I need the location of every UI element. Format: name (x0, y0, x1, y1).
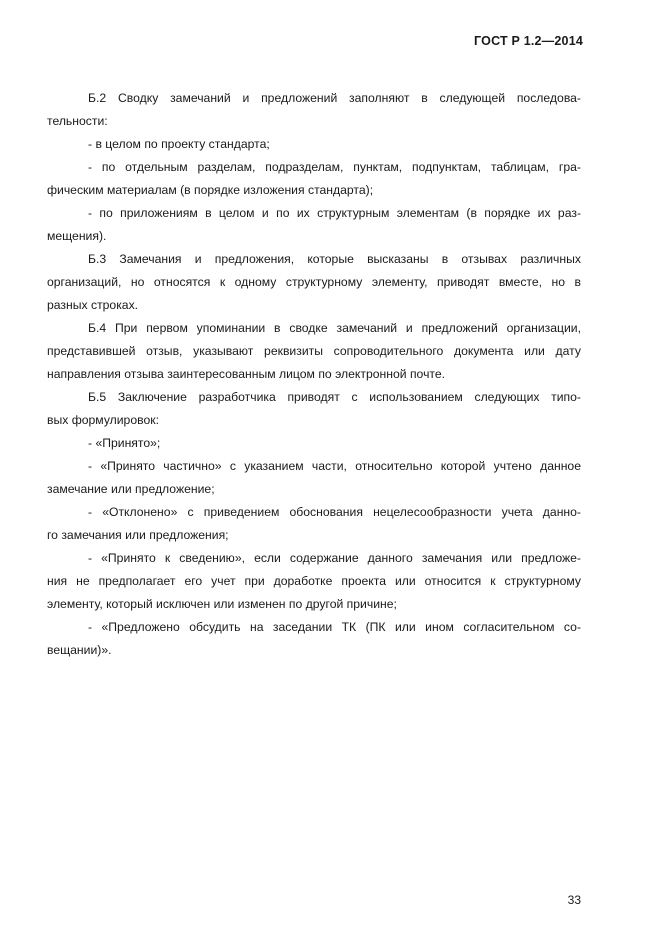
text-line: мещения). (47, 229, 107, 243)
text-line: - «Принято»; (88, 436, 161, 450)
text-line: разных строках. (47, 298, 139, 312)
text-line: Б.5 Заключение разработчика приводят с использованием следующих типо- (88, 390, 581, 404)
text-line: тельности: (47, 114, 108, 128)
document-body (47, 87, 581, 662)
text-line: ния не предполагает его учет при доработке проекта или относится к структурному (47, 574, 581, 588)
text-line: замечание или предложение; (47, 482, 215, 496)
text-line: представившей отзыв, указывают реквизиты сопроводительного документа или дату (47, 344, 581, 358)
text-line: - «Отклонено» с приведением обоснования нецелесообразности учета данно- (88, 505, 581, 519)
text-line: - «Принято к сведению», если содержание данного замечания или предложе- (88, 551, 581, 565)
text-line: вещании)». (47, 643, 112, 657)
text-line: Б.3 Замечания и предложения, которые высказаны в отзывах различных (88, 252, 581, 266)
text-line: Б.2 Сводку замечаний и предложений заполняют в следующей последова- (88, 91, 581, 105)
text-line: вых формулировок: (47, 413, 159, 427)
text-line: направления отзыва заинтересованным лицом по электронной почте. (47, 367, 446, 381)
text-line: Б.4 При первом упоминании в сводке замечаний и предложений организации, (88, 321, 581, 335)
page-number: 33 (567, 893, 581, 907)
text-line: - по отдельным разделам, подразделам, пунктам, подпунктам, таблицам, гра- (88, 160, 581, 174)
text-line: - по приложениям в целом и по их структурным элементам (в порядке их раз- (88, 206, 581, 220)
text-line: фическим материалам (в порядке изложения стандарта); (47, 183, 374, 197)
text-line: го замечания или предложения; (47, 528, 229, 542)
text-line: организаций, но относятся к одному структурному элементу, приводят вместе, но в (47, 275, 581, 289)
document-number-header: ГОСТ Р 1.2—2014 (474, 34, 583, 48)
text-line: - «Принято частично» с указанием части, относительно которой учтено данное (88, 459, 581, 473)
text-line: - в целом по проекту стандарта; (88, 137, 270, 151)
text-line: - «Предложено обсудить на заседании ТК (ПК или ином согласительном со- (88, 620, 581, 634)
text-line: элементу, который исключен или изменен по другой причине; (47, 597, 397, 611)
